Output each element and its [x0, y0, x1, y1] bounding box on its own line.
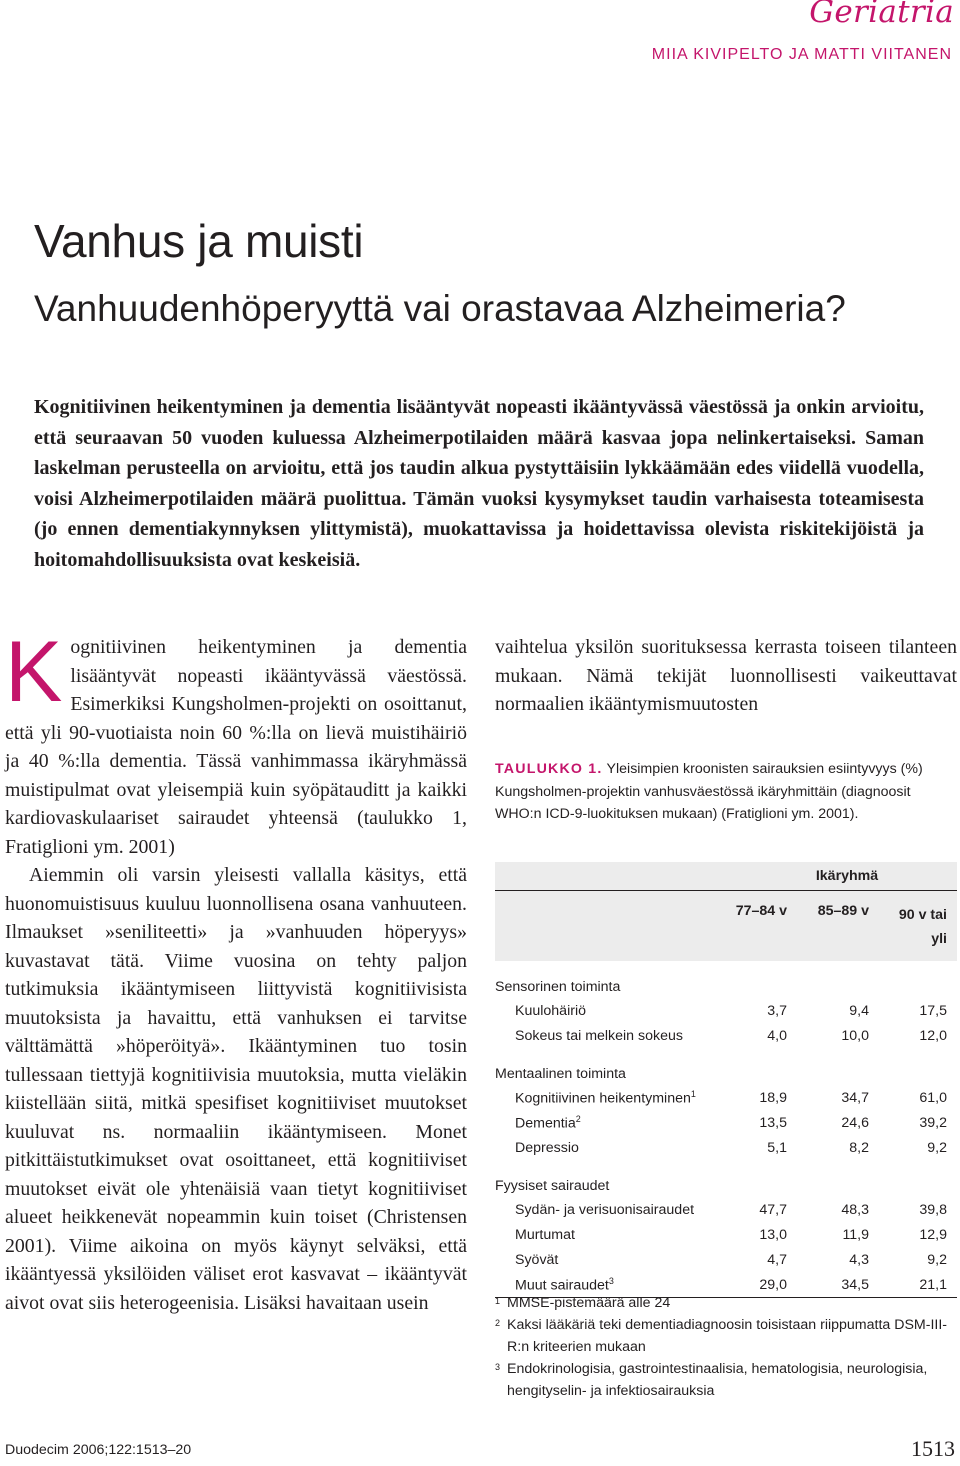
body-column-right: [495, 633, 957, 719]
footnote-marker: 2: [575, 1113, 581, 1124]
table-row: [495, 1023, 957, 1048]
table-caption: [495, 758, 957, 826]
paragraph-text: ognitiivinen heikentyminen ja dementia lisääntyvät nopeasti ikääntyvässä väestössä. Esimerkiksi Kungsholmen-projekti on osoittanut, että yli 90-vuotiaista noin 60 %:lla on lievä muistihäiriö ja 40 %:lla dementia. Tässä vanhimmassa ikäryhmässä muistipulmat ovat yleisempiä kuin syöpätauditt ja kaikki kardiovaskulaariset sairaudet yhteensä (taulukko 1, Fratiglioni ym. 2001): [5, 636, 467, 858]
table-group-label: Sensorinen toiminta: [495, 979, 621, 995]
column-header: 90 v tai yli: [898, 907, 947, 947]
table-row: [495, 1085, 957, 1110]
table-row: [495, 1197, 957, 1222]
page-number: 1513: [911, 1436, 955, 1461]
body-paragraph: [5, 624, 467, 861]
table-group-row: [495, 1048, 957, 1085]
footnote-marker: 2: [495, 1318, 501, 1328]
table-cell: 5,1: [767, 1139, 787, 1156]
table-row: [495, 1110, 957, 1135]
caption-text: Yleisimpien kroonisten sairauksien esiintyvyys (%) Kungsholmen-projektin vanhusväestössä ikäryhmittäin (diagnoosit WHO:n ICD-9-luokituksen mukaan) (Fratiglioni ym. 2001).: [495, 761, 923, 823]
table-cell: 13,5: [759, 1114, 787, 1131]
table-container: [495, 862, 957, 1298]
footnote-marker: 3: [608, 1275, 614, 1286]
row-label: Sydän- ja verisuonisairaudet: [515, 1201, 695, 1218]
table-cell: 13,0: [759, 1226, 787, 1243]
footnote-text: Endokrinologisia, gastrointestinaalisia, hematologisia, neurologisia, hengityselin- ja infektiosairauksia: [507, 1361, 928, 1399]
column-header: 85–89 v: [817, 903, 869, 919]
prevalence-table: [495, 862, 957, 1298]
lead-paragraph: Kognitiivinen heikentyminen ja dementia lisääntyvät nopeasti ikääntyvässä väestössä ja onkin arvioitu, että seuraavan 50 vuoden kuluessa Alzheimerpotilaiden määrä kasvaa jopa nelinkertaiseksi. Saman laskelman perusteella on arvioitu, että jos taudin alkua pystyttäisiin lykkäämään edes viidellä vuodella, voisi Alzheimerpotilaiden määrä puolittua. Tämän vuoksi kysymykset taudin varhaisesta toteamisesta (jo ennen dementiakynnyksen ylittymistä), muokattavissa ja hoidettavissa olevista riskitekijöistä ja hoitomahdollisuuksista ovat keskeisiä.: [34, 396, 924, 571]
table-row: [495, 1247, 957, 1272]
table-cell: 10,0: [841, 1027, 869, 1044]
table-cell: 21,1: [869, 1272, 947, 1298]
table-cell: 29,0: [727, 1272, 787, 1298]
authors: MIIA KIVIPELTO JA MATTI VIITANEN: [651, 46, 952, 63]
row-label: Kuulohäiriö: [515, 1002, 586, 1019]
table-cell: 3,7: [767, 1002, 787, 1019]
table-cell: 61,0: [919, 1089, 947, 1106]
table-cell: 9,2: [927, 1139, 947, 1156]
table-cell: 12,0: [919, 1027, 947, 1044]
article-subtitle: Vanhuudenhöperyyttä vai orastavaa Alzheimeria?: [34, 288, 846, 329]
footnote-marker: 1: [495, 1296, 501, 1306]
table-cell: 48,3: [841, 1201, 869, 1218]
table-group-label: Fyysiset sairaudet: [495, 1178, 610, 1194]
table-cell: 12,9: [919, 1226, 947, 1243]
table-group-label: Mentaalinen toiminta: [495, 1066, 626, 1082]
table-cell: 34,5: [787, 1272, 869, 1298]
table-header-row: [495, 891, 957, 962]
row-label: Sokeus tai melkein sokeus: [515, 1027, 683, 1044]
drop-cap: K: [5, 624, 63, 720]
footnote-text: MMSE-pistemäärä alle 24: [507, 1295, 671, 1311]
table-cell: 4,3: [849, 1251, 869, 1268]
journal-citation: Duodecim 2006;122:1513–20: [5, 1442, 192, 1458]
body-paragraph: Aiemmin oli varsin yleisesti vallalla käsitys, että huonomuistisuus kuuluu luonnollisena osana vanhuuteen. Ilmaukset »seniliteetti» ja »vanhuuden höperyys» kuvastavat tätä. Viime vuosina on tehty paljon tutkimuksia ikääntymiseen liittyvistä kognitiivisista muutoksista ja havaittu, että vanhuksen ei tarvitse välttämättä »höperöityä». Ikääntyminen tuo tosin tullessaan tiettyjä kognitiivisia muutoksia, mutta vieläkin kiistellään siitä, mitkä spesifiset kognitiiviset muutokset kuuluvat ns. normaaliin ikääntymiseen. Monet pitkittäistutkimukset ovat osoittaneet, että kognitiiviset muutokset eivät ole yhtenäisiä vaan tietyt kognitiiviset alueet heikkenevät nopeammin kuin toiset (Christensen 2001). Viime aikoina on myös käynyt selväksi, että ikääntyessä yksilöiden väliset erot kasvavat – ikääntyvät aivot ovat siis heterogeenisia. Lisäksi havaitaan usein: [5, 864, 467, 1314]
row-label: Depressio: [515, 1139, 579, 1156]
table-cell: 9,2: [927, 1251, 947, 1268]
table-footnotes: [495, 1292, 957, 1402]
article-title: Vanhus ja muisti: [34, 215, 364, 267]
column-header: 77–84 v: [735, 903, 787, 919]
table-cell: 4,7: [767, 1251, 787, 1268]
row-label: Kognitiivinen heikentyminen$^1$: [515, 1088, 696, 1107]
table-cell: 47,7: [759, 1201, 787, 1218]
table-cell: 4,0: [767, 1027, 787, 1044]
row-label: Murtumat: [515, 1226, 575, 1243]
table-row: [495, 1135, 957, 1160]
body-column-left: [5, 624, 467, 1317]
table-cell: 24,6: [841, 1114, 869, 1131]
table-cell: 8,2: [849, 1139, 869, 1156]
row-label: Muut sairaudet$^3$: [495, 1272, 727, 1298]
row-label: Dementia$^2$: [515, 1113, 581, 1132]
table-cell: 39,8: [919, 1201, 947, 1218]
table-cell: 39,2: [919, 1114, 947, 1131]
footnote: [495, 1314, 957, 1358]
table-cell: 34,7: [841, 1089, 869, 1106]
section-title: Geriatria: [809, 0, 954, 30]
table-label: TAULUKKO 1.: [495, 761, 603, 777]
table-header-group-row: [495, 862, 957, 891]
row-label: Syövät: [515, 1251, 559, 1268]
footnote: [495, 1292, 957, 1314]
table-cell: 17,5: [919, 1002, 947, 1019]
table-group-row: [495, 961, 957, 998]
table-row: [495, 1222, 957, 1247]
table-cell: 18,9: [759, 1089, 787, 1106]
body-paragraph: vaihtelua yksilön suorituksessa kerrasta toiseen tilanteen mukaan. Nämä tekijät luonnollisesti vaikeuttavat normaalien ikääntymismuutosten: [495, 636, 957, 715]
table-header-group: Ikäryhmä: [727, 862, 947, 891]
table-group-row: [495, 1160, 957, 1197]
footnote-text: Kaksi lääkäriä teki dementiadiagnoosin toisistaan riippumatta DSM-III-R:n kriteerien mukaan: [507, 1317, 948, 1355]
footnote-marker: 1: [690, 1088, 696, 1099]
table-cell: 9,4: [849, 1002, 869, 1019]
footnote: [495, 1358, 957, 1402]
footnote-marker: 3: [495, 1362, 501, 1372]
table-row: [495, 998, 957, 1023]
table-cell: 11,9: [842, 1226, 869, 1243]
